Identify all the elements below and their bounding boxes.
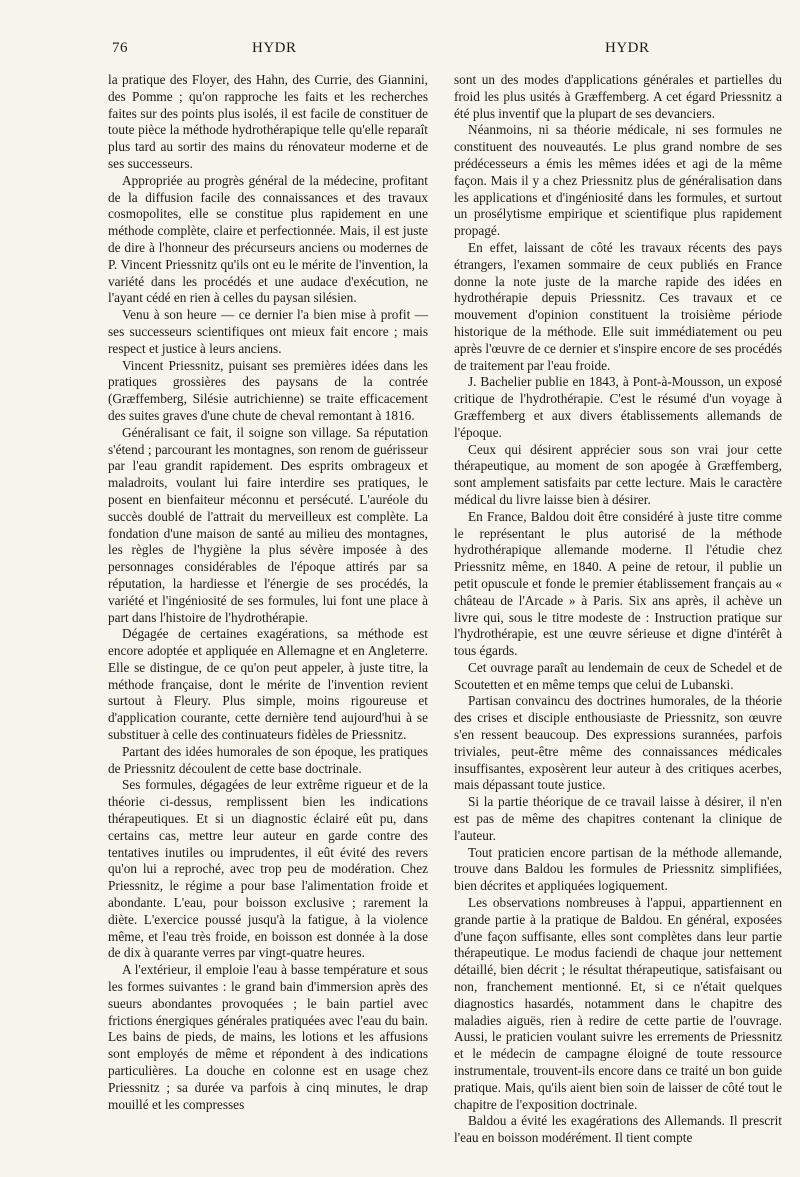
paragraph: Dégagée de certaines exagérations, sa méthode est encore adoptée et appliquée en Allemagne et en Angleterre. Elle se distingue, de ce qu'on peut appeler, à juste titre, la méthode française, dont le mérite de l'invention revient surtout à Fleury. Plus simple, moins rigoureuse et d'application courante, cette dernière tend aujourd'hui à se substituer à celle des continuateurs fidèles de Priessnitz. <box>108 626 428 743</box>
paragraph: Tout praticien encore partisan de la méthode allemande, trouve dans Baldou les formules de Priessnitz simplifiées, bien décrites et appliquées logiquement. <box>454 844 782 894</box>
paragraph: Venu à son heure — ce dernier l'a bien mise à profit — ses successeurs scientifiques ont mieux fait encore ; mais respect et justice à leurs anciens. <box>108 307 428 356</box>
paragraph: Appropriée au progrès général de la médecine, profitant de la diffusion facile des connaissances et des travaux cosmopolites, elle se constitue plus rapidement en une méthode complète, claire et perfectionnée. Mais, il est juste de dire à l'honneur des précurseurs anciens ou modernes de P. Vincent Priessnitz qu'ils ont eu le mérite de l'invention, la variété dans les procédés et une audace d'exécution, ne l'ayant cédé en rien à celles du paysan silésien. <box>108 172 428 306</box>
paragraph: En France, Baldou doit être considéré à juste titre comme le représentant le plus autorisé de la méthode hydrothérapique allemande moderne. Il l'étudie chez Priessnitz même, en 1840. A peine de retour, il publie un petit opuscule et fonde le premier établissement français au « château de l'Arcade » à Paris. Six ans après, il achève un livre qui, sous le titre modeste de : Instruction pratique sur l'hydrothérapie, est une œuvre sérieuse et digne d'intérêt à tous égards. <box>454 508 782 659</box>
running-head-right: HYDR <box>605 40 650 56</box>
paragraph: sont un des modes d'applications générales et partielles du froid les plus usités à Græffemberg. A cet égard Priessnitz a été plus inventif que la plupart de ses devanciers. <box>454 72 782 121</box>
paragraph: Cet ouvrage paraît au lendemain de ceux de Schedel et de Scoutetten et en même temps que celui de Lubanski. <box>454 659 782 692</box>
right-text-column <box>454 72 782 1147</box>
paragraph: Partisan convaincu des doctrines humorales, de la théorie des crises et disciple enthousiaste de Priessnitz, son œuvre s'en ressent beaucoup. Des expressions surannées, parfois triviales, peut-être même des connaissances médicales insuffisantes, exposèrent leur auteur à des critiques acerbes, mais dépassant toute justice. <box>454 693 782 793</box>
paragraph: Ceux qui désirent apprécier sous son vrai jour cette thérapeutique, au moment de son apogée à Græffemberg, sont amplement satisfaits par cette lecture. Mais le caractère médical du livre laisse bien à désirer. <box>454 441 782 507</box>
paragraph: Baldou a évité les exagérations des Allemands. Il prescrit l'eau en boisson modérément. Il tient compte <box>454 1113 782 1146</box>
paragraph: Ses formules, dégagées de leur extrême rigueur et de la théorie ci-dessus, remplissent bien les indications thérapeutiques. Et si un diagnostic éclairé eût pu, dans certains cas, mettre leur auteur en garde contre des tentatives inutiles ou imprudentes, il eût évité des revers qu'on lui a reproché, avec trop peu de modération. Chez Priessnitz, le régime a pour base l'alimentation froide et abondante. L'eau, pour boisson exclusive ; rarement la diète. L'exercice poussé jusqu'à la fatigue, à la violence même, et l'eau très froide, en boisson est donnée à la dose de dix à quarante verres par vingt-quatre heures. <box>108 777 428 961</box>
paragraph: Si la partie théorique de ce travail laisse à désirer, il n'en est pas de même des chapitres contenant la clinique de l'auteur. <box>454 794 782 843</box>
running-head-left: HYDR <box>252 40 297 56</box>
paragraph: Vincent Priessnitz, puisant ses premières idées dans les pratiques grossières des paysans de la contrée (Græffemberg, Silésie autrichienne) se traite efficacement des suites graves d'une chute de cheval remontant à 1816. <box>108 357 428 423</box>
running-header <box>112 40 782 62</box>
paragraph: Les observations nombreuses à l'appui, appartiennent en grande partie à la pratique de Baldou. En général, exposées d'une façon suffisante, elles sont complètes dans leur partie thérapeutique. Le modus faciendi de chaque jour nettement détaillé, bien décrit ; le résultat thérapeutique, satisfaisant ou non, franchement mentionné. Et, si ce n'était quelques diagnostics hasardés, notamment dans le chapitre des maladies aiguës, rien à redire de cette partie de l'ouvrage. Aussi, le praticien voulant suivre les errements de Priessnitz et le médecin de campagne éloigné de toute ressource instrumentale, trouvent-ils encore dans ce traité un bon guide pratique. Mais, qu'ils aient bien soin de laisser de côté tout le chapitre de l'exposition doctrinale. <box>454 895 782 1112</box>
paragraph: Partant des idées humorales de son époque, les pratiques de Priessnitz découlent de cette base doctrinale. <box>108 743 428 776</box>
paragraph: A l'extérieur, il emploie l'eau à basse température et sous les formes suivantes : le grand bain d'immersion après des sueurs abondantes provoquées ; le bain partiel avec frictions énergiques générales pratiquées avec l'eau du bain. Les bains de pieds, de mains, les lotions et les affusions sont employés de même et répondent à des indications particulières. La douche en colonne est en usage chez Priessnitz ; sa durée va parfois à cinq minutes, le drap mouillé et les compresses <box>108 962 428 1112</box>
paragraph: J. Bachelier publie en 1843, à Pont-à-Mousson, un exposé critique de l'hydrothérapie. C'est le résumé d'un voyage à Græffemberg et aux divers établissements allemands de l'époque. <box>454 374 782 440</box>
paragraph: En effet, laissant de côté les travaux récents des pays étrangers, l'examen sommaire de ceux publiés en France donne la note juste de la marche rapide des idées en hydrothérapie depuis Priessnitz. Ces travaux et ce mouvement d'opinion constituent la troisième période historique de la méthode. Elle suit immédiatement ou peu après l'œuvre de ce dernier et s'inspire encore de ses procédés de traitement par l'eau froide. <box>454 239 782 373</box>
left-text-column <box>108 72 428 1113</box>
paragraph: Généralisant ce fait, il soigne son village. Sa réputation s'étend ; parcourant les montagnes, son renom de guérisseur par l'eau grandit rapidement. Des esprits ombrageux et maladroits, voulant lui faire interdire ses pratiques, le posent en bienfaiteur méconnu et persécuté. L'auréole du succès doublé de l'attrait du merveilleux est complète. La fondation d'une maison de santé au milieu des montagnes, les règles de l'hygiène la plus sévère imposée à des personnages considérables de l'époque attirés par sa réputation, la hardiesse et l'énergie de ses procédés, la variété et l'ingéniosité de ses formules, lui font une place à part dans l'histoire de l'hydrothérapie. <box>108 424 428 625</box>
page-number: 76 <box>112 40 128 56</box>
paragraph: Néanmoins, ni sa théorie médicale, ni ses formules ne constituent des nouveautés. Le plus grand nombre de ses prédécesseurs a émis les mêmes idées et agi de la même façon. Mais il y a chez Priessnitz plus de généralisation dans les applications et d'ingéniosité dans les formules, et surtout un prosélytisme empirique et scientifique plus rapidement propagé. <box>454 122 782 239</box>
paragraph: la pratique des Floyer, des Hahn, des Currie, des Giannini, des Pomme ; qu'on rapproche les faits et les recherches faites sur des points plus isolés, il est facile de constituer de toute pièce la méthode hydrothérapique telle qu'elle reparaît plus tard au sortir des mains du rénovateur moderne et de ses successeurs. <box>108 72 428 171</box>
